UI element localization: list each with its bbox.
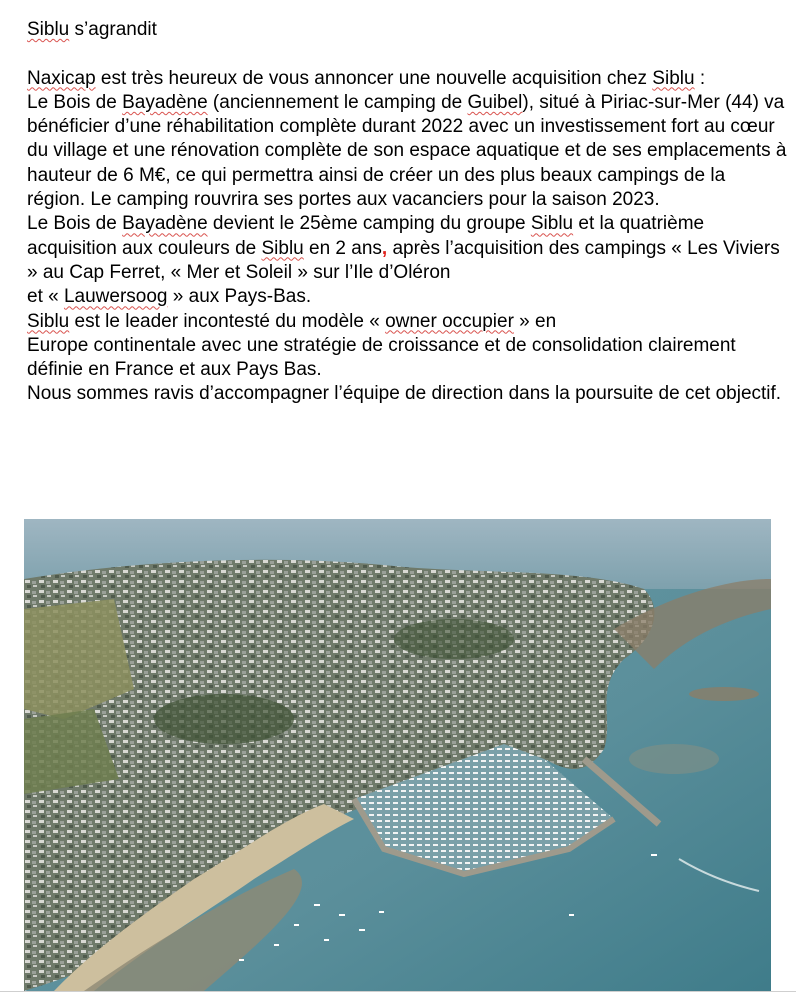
text: en 2 ans bbox=[303, 237, 382, 259]
paragraph-announcement bbox=[27, 67, 787, 213]
spellcheck-word: owner occupier bbox=[385, 310, 514, 332]
text: Nous sommes ravis d’accompagner l’équipe de direction dans la poursuite de cet objectif. bbox=[27, 383, 782, 405]
text: Le Bois de bbox=[27, 91, 123, 113]
text: : bbox=[694, 67, 706, 89]
text: après l’acquisition des campings « Les Viviers » au Cap Ferret, « Mer et Soleil » sur l’Ile d’Oléron bbox=[27, 237, 780, 283]
text: » aux Pays-Bas. bbox=[167, 286, 312, 308]
spellcheck-word: Lauwersoog bbox=[63, 286, 168, 308]
spellcheck-word: Siblu bbox=[27, 19, 70, 40]
text: Le Bois de bbox=[27, 213, 123, 235]
text: et la quatrième acquisition aux couleurs de bbox=[27, 213, 705, 259]
text: est très heureux de vous annoncer une nouvelle acquisition chez bbox=[95, 67, 653, 89]
reef bbox=[689, 687, 759, 701]
paragraph-closing bbox=[27, 382, 787, 406]
spellcheck-word: Guibel bbox=[467, 91, 523, 113]
spellcheck-word: Siblu bbox=[652, 67, 695, 89]
text: est le leader incontesté du modèle « bbox=[69, 310, 386, 332]
spellcheck-word: Bayadène bbox=[122, 91, 208, 113]
text: ), situé à Piriac-sur-Mer (44) va bénéficier d’une réhabilitation complète durant 2022 avec un investissement fort au cœur du village et une rénovation complète de son espace aquatique et de ses emplacements à hauteur de 6 M€, ce qui permettra ainsi de créer un des plus beaux campings de la région. Le camping rouvrira ses portes aux vacanciers pour la saison 2023. bbox=[27, 91, 787, 211]
paragraph-acquisition bbox=[27, 212, 787, 309]
aerial-photo bbox=[24, 519, 771, 991]
text: » en bbox=[513, 310, 557, 332]
text: Europe continentale avec une stratégie de croissance et de consolidation clairement définie en France et aux Pays Bas. bbox=[27, 334, 736, 381]
spellcheck-word: Siblu bbox=[27, 310, 70, 332]
red-comma: , bbox=[381, 237, 388, 259]
page-bottom-rule bbox=[0, 991, 796, 992]
spellcheck-word: Siblu bbox=[261, 237, 304, 259]
text: (anciennement le camping de bbox=[207, 91, 468, 113]
paragraph-leader bbox=[27, 310, 787, 383]
document-title bbox=[27, 18, 787, 42]
text: et « bbox=[27, 286, 64, 308]
spellcheck-word: Siblu bbox=[530, 213, 574, 235]
text: devient le 25ème camping du groupe bbox=[207, 213, 531, 235]
aerial-photo-illustration bbox=[24, 519, 771, 991]
trees bbox=[154, 694, 294, 744]
document-body bbox=[27, 18, 787, 407]
trees-2 bbox=[394, 619, 514, 659]
shallows bbox=[629, 744, 719, 774]
spellcheck-word: Naxicap bbox=[27, 67, 96, 89]
title-text: s’agrandit bbox=[69, 19, 157, 40]
spellcheck-word: Bayadène bbox=[122, 213, 208, 235]
